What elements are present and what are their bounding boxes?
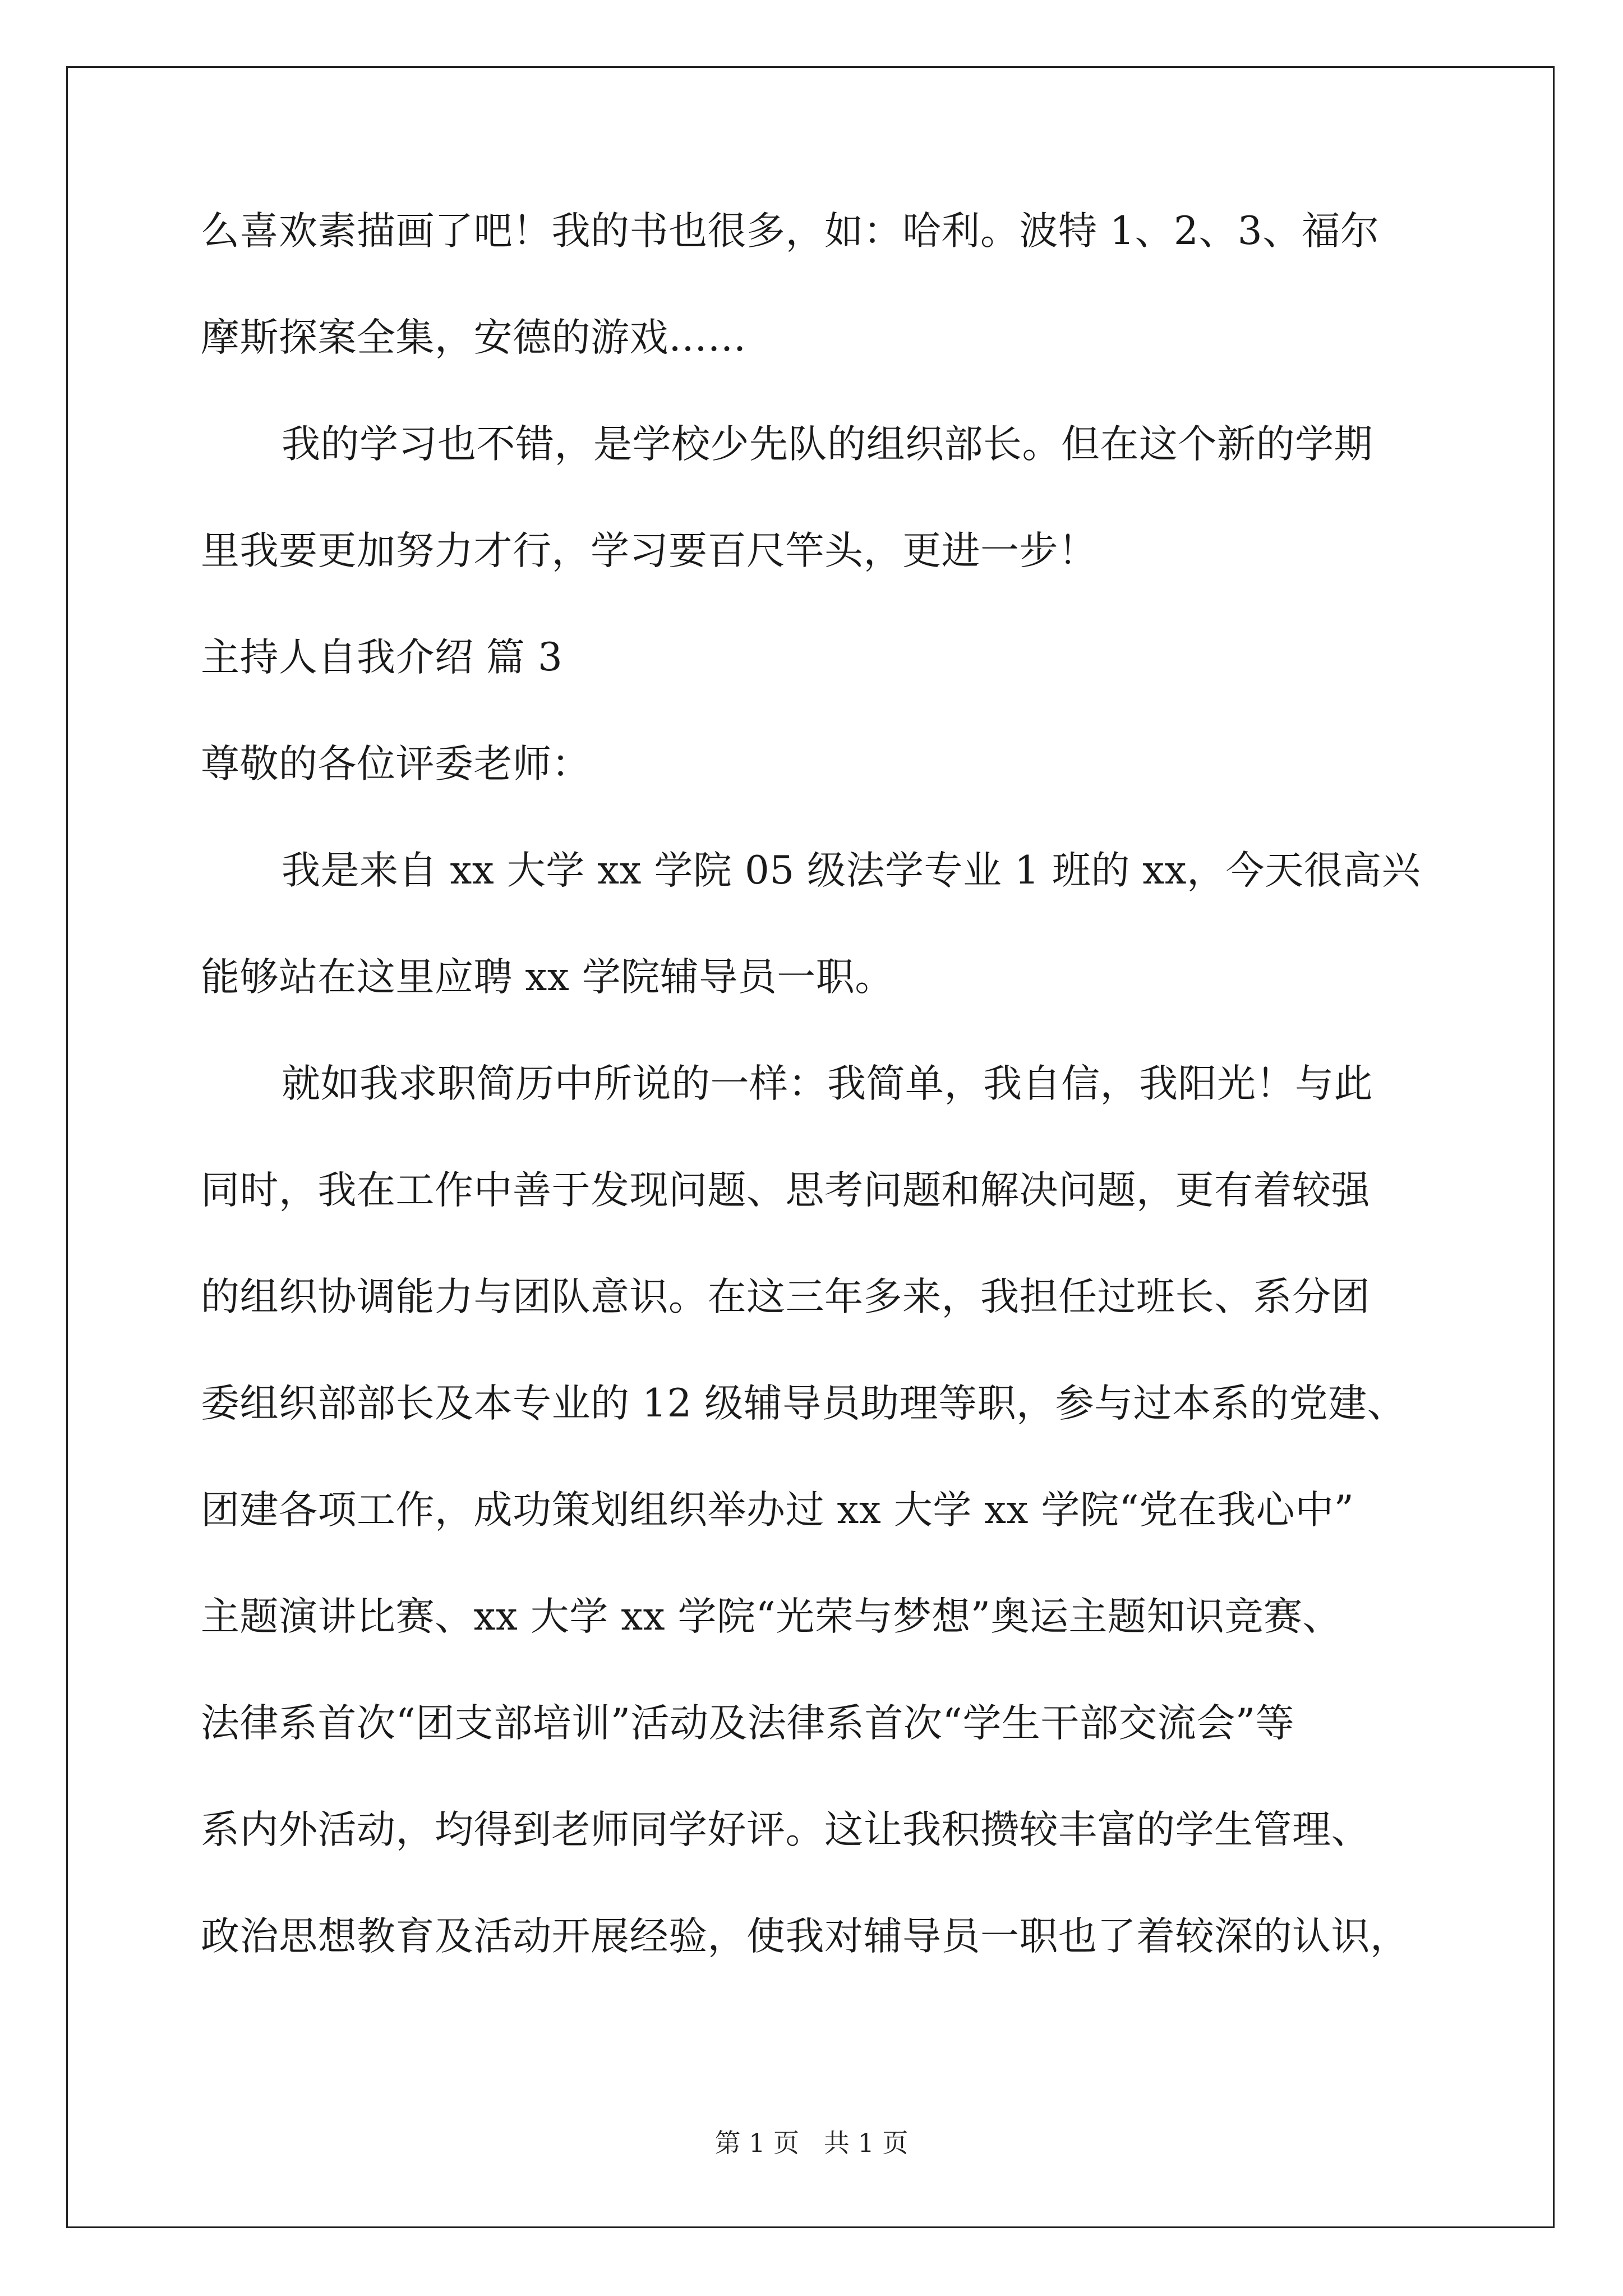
paragraph-5 — [201, 847, 1474, 1060]
text-line: 就如我求职简历中所说的一样：我简单，我自信，我阳光！与此 — [282, 1061, 1373, 1106]
text-line: 里我要更加努力才行，学习要百尺竿头，更进一步！ — [201, 528, 1098, 573]
text-line: 政治思想教育及活动开展经验，使我对辅导员一职也了着较深的认识， — [201, 1914, 1409, 1959]
text-line: 团建各项工作，成功策划组织举办过 xx 大学 xx 学院“党在我心中” — [201, 1488, 1354, 1533]
text-line: 能够站在这里应聘 xx 学院辅导员一职。 — [201, 955, 894, 1000]
paragraph-2 — [201, 421, 1474, 634]
paragraph-6 — [201, 1060, 1474, 1960]
text-line: 委组织部部长及本专业的 12 级辅导员助理等职，参与过本系的党建、 — [201, 1381, 1407, 1426]
text-line: 么喜欢素描画了吧！我的书也很多，如：哈利。波特 1、2、3、福尔 — [201, 209, 1380, 254]
salutation — [201, 740, 1474, 847]
text-line: 我的学习也不错，是学校少先队的组织部长。但在这个新的学期 — [282, 422, 1373, 467]
text-line: 摩斯探案全集，安德的游戏…… — [201, 315, 746, 360]
paragraph-1 — [201, 208, 1474, 421]
text-line: 同时，我在工作中善于发现问题、思考问题和解决问题，更有着较强 — [201, 1168, 1370, 1213]
salutation-text: 尊敬的各位评委老师： — [201, 742, 591, 786]
text-line: 的组织协调能力与团队意识。在这三年多来，我担任过班长、系分团 — [201, 1274, 1370, 1319]
heading-text: 主持人自我介绍 篇 3 — [201, 635, 563, 680]
text-line: 我是来自 xx 大学 xx 学院 05 级法学专业 1 班的 xx，今天很高兴 — [282, 848, 1421, 893]
text-line: 主题演讲比赛、xx 大学 xx 学院“光荣与梦想”奥运主题知识竞赛、 — [201, 1594, 1342, 1639]
page-number: 第 1 页 共 1 页 — [714, 2128, 909, 2158]
text-line: 法律系首次“团支部培训”活动及法律系首次“学生干部交流会”等 — [201, 1701, 1295, 1746]
section-heading — [201, 634, 1474, 740]
document-body — [201, 208, 1474, 1960]
text-line: 系内外活动，均得到老师同学好评。这让我积攒较丰富的学生管理、 — [201, 1807, 1370, 1852]
